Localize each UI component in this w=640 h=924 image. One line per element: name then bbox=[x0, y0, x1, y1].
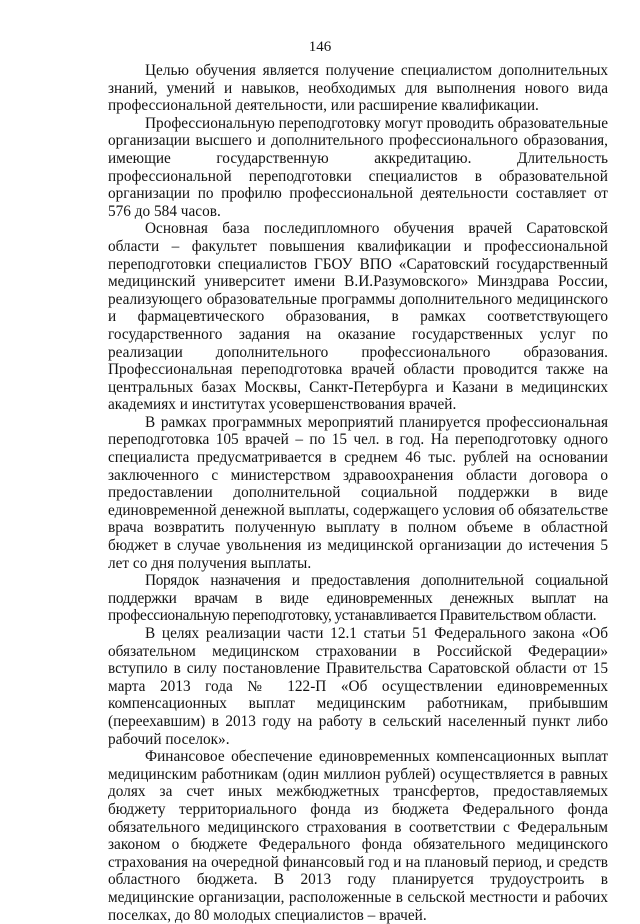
paragraph-federal-law: В целях реализации части 12.1 статьи 51 Федерального закона «Об обязательном медицинском страховании в Российской Федерации» вступило в силу постановление Правительства Саратовской области от 15 марта 2013 года № 122-П «Об осуществлении единовременных компенсационных выплат медицинским работникам, прибывшим (переехавшим) в 2013 году на работу в сельский населенный пункт либо рабочий поселок». bbox=[108, 625, 608, 748]
paragraph-training-goal: Целью обучения является получение специалистом дополнительных знаний, умений и навыков, необходимых для выполнения нового вида профессиональной деятельности, или расширение квалификации. bbox=[108, 62, 608, 115]
page-number: 146 bbox=[308, 39, 332, 55]
paragraph-program-activities: В рамках программных мероприятий планируется профессиональная переподготовка 105 врачей – по 15 чел. в год. На переподготовку одного специалиста предусматривается в среднем 46 тыс. рублей на основании заключенного с министерством здравоохранения области договора о предоставлении дополнительной социальной поддержки в виде единовременной денежной выплаты, содержащего условия об обязательстве врача возвратить полученную выплату в полном объеме в областной бюджет в случае увольнения из медицинской организации до истечения 5 лет со дня получения выплаты. bbox=[108, 413, 608, 572]
paragraph-postgraduate-base: Основная база последипломного обучения врачей Саратовской области – факультет повышения квалификации и профессиональной переподготовки специалистов ГБОУ ВПО «Саратовский государственный медицинский университет имени В.И.Разумовского» Минздрава России, реализующего образовательные программы дополнительного медицинского и фармацевтического образования, в рамках соответствующего государственного задания на оказание государственных услуг по реализации дополнительного профессионального образования. Профессиональная переподготовка врачей области проводится также на центральных базах Москвы, Санкт-Петербурга и Казани в медицинских академиях и институтах усовершенствования врачей. bbox=[108, 220, 608, 414]
paragraph-retraining-providers: Профессиональную переподготовку могут проводить образовательные организации высшего и дополнительного профессионального образования, имеющие государственную аккредитацию. Длительность профессиональной переподготовки специалистов в образовательной организации по профилю профессиональной деятельности составляет от 576 до 584 часов. bbox=[108, 114, 608, 220]
paragraph-financing: Финансовое обеспечение единовременных компенсационных выплат медицинским работникам (один миллион рублей) осуществляется в равных долях за счет иных межбюджетных трансфертов, предоставляемых бюджету территориального фонда из бюджета Федерального фонда обязательного медицинского страхования в соответствии с Федеральным законом о бюджете Федерального фонда обязательного медицинского страхования на очередной финансовый год и на плановый период, и средств областного бюджета. В 2013 году планируется трудоустроить в медицинские организации, расположенные в сельской местности и рабочих поселках, до 80 молодых специалистов – врачей. bbox=[108, 748, 608, 924]
paragraph-payment-procedure: Порядок назначения и предоставления дополнительной социальной поддержки врачам в виде единовременных денежных выплат на профессиональную переподготовку, устанавливается Правительством области. bbox=[108, 572, 608, 625]
body-text bbox=[108, 62, 608, 924]
